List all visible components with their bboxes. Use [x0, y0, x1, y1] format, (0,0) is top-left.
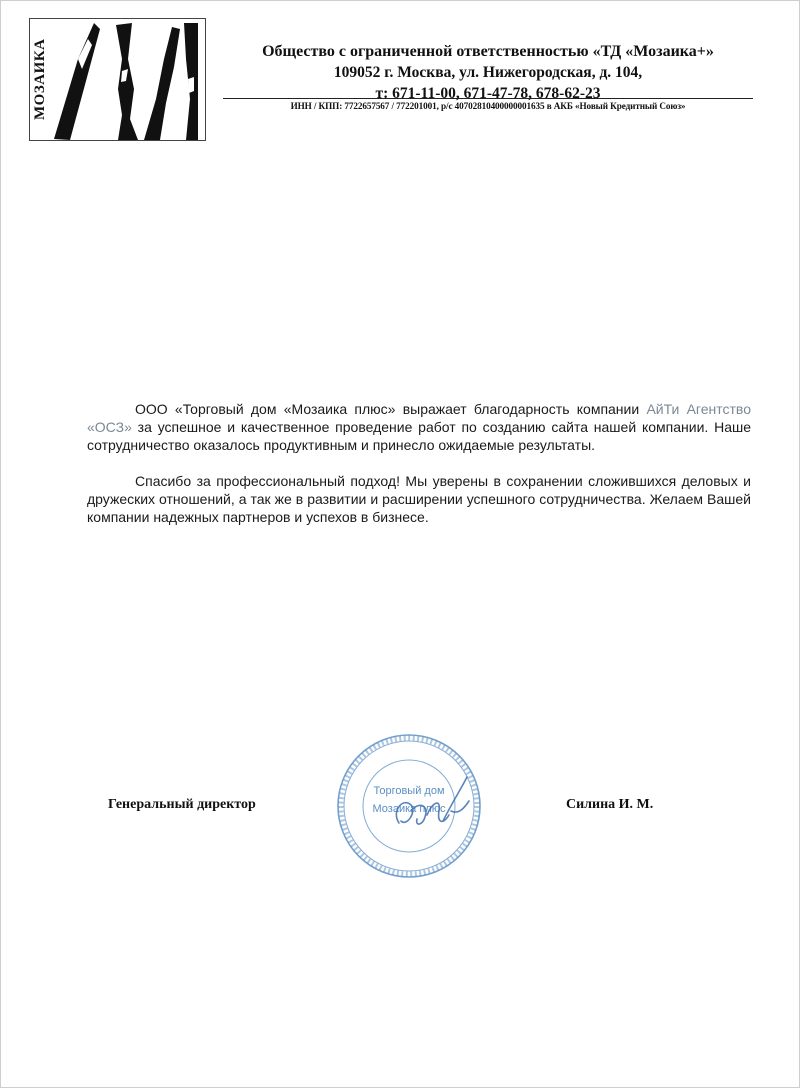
mosaic-brush-letter-logo-icon [48, 19, 206, 141]
company-name: Общество с ограниченной ответственностью «ТД «Мозаика+» [262, 43, 714, 60]
signatory-title: Генеральный директор [108, 797, 256, 812]
bank-details: ИНН / КПП: 7722657567 / 772201001, р/с 40702810400000001635 в АКБ «Новый Кредитный Союз» [290, 101, 686, 111]
letter-body [87, 400, 751, 526]
paragraph-2: Спасибо за профессиональный подход! Мы уверены в сохранении сложившихся деловых и дружеских отношений, а так же в развитии и расширении успешного сотрудничества. Желаем Вашей компании надежных партнеров и успехов в бизнесе. [87, 473, 751, 525]
stamp-text-line2: Мозаика плюс [372, 803, 446, 815]
signatory-name: Силина И. М. [566, 797, 654, 812]
letterhead [223, 41, 753, 104]
paragraph-1-end: за успешное и качественное проведение работ по созданию сайта нашей компании. Наше сотрудничество оказалось продуктивным и принесло ожидаемые результаты. [87, 419, 751, 453]
recipient-company: АйТи Агентство «ОСЗ» [87, 401, 751, 435]
header-divider [223, 98, 753, 99]
paragraph-1-start: ООО «Торговый дом «Мозаика плюс» выражает благодарность компании [135, 401, 647, 417]
company-logo [29, 18, 206, 141]
logo-text: МОЗАИКА [32, 38, 48, 121]
company-address: 109052 г. Москва, ул. Нижегородская, д. 104, [333, 64, 643, 81]
paragraph-1 [87, 400, 751, 454]
stamp-text-line1: Торговый дом [373, 785, 445, 797]
company-phones: т: 671-11-00, 671-47-78, 678-62-23 [375, 85, 601, 102]
handwritten-signature-icon [381, 771, 481, 841]
